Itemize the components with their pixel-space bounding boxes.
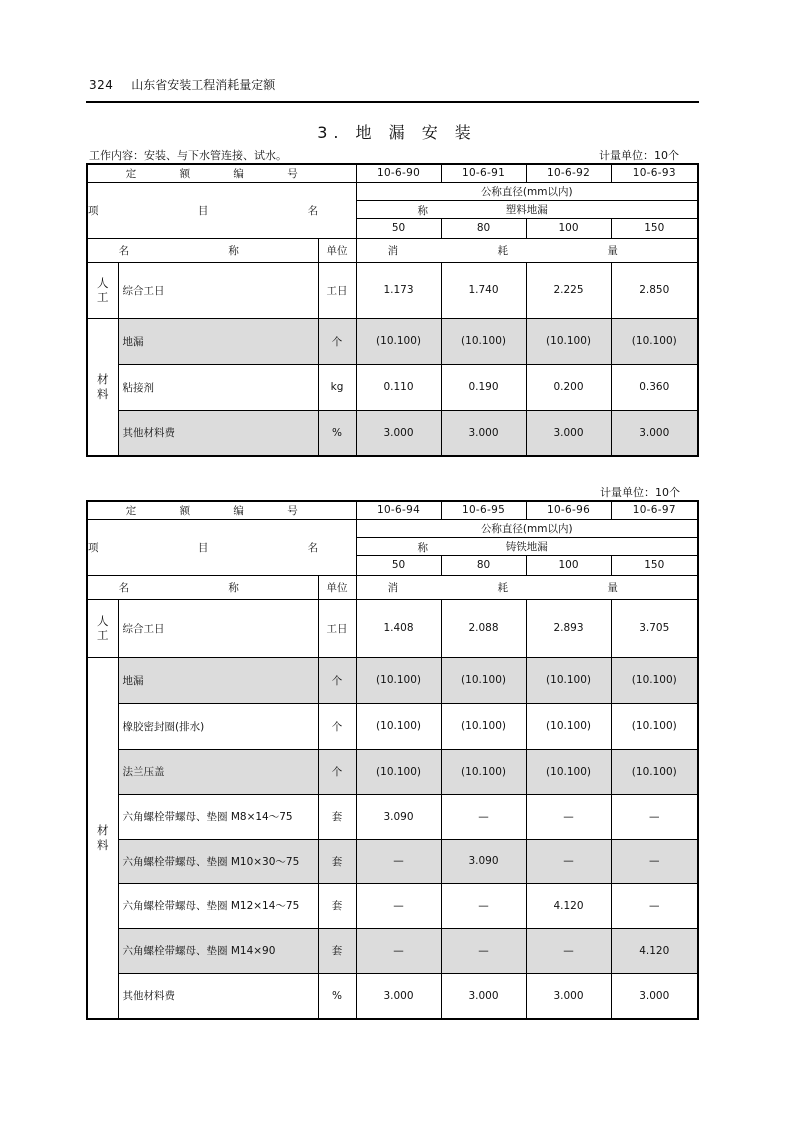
- resource-name: 六角螺栓带螺母、垫圈 M10×30～75: [118, 839, 318, 883]
- resource-unit: 工日: [318, 599, 356, 657]
- consumption-value: —: [611, 883, 698, 928]
- material-category-char: 材: [97, 823, 109, 838]
- drain-type-label: 铸铁地漏: [356, 537, 698, 555]
- resource-unit: 工日: [318, 262, 356, 318]
- consumption-value: (10.100): [356, 749, 441, 794]
- resource-unit: kg: [318, 364, 356, 410]
- resource-name: 其他材料费: [118, 410, 318, 456]
- diameter-value: 50: [356, 555, 441, 575]
- labor-category-char: 人: [97, 275, 109, 290]
- work-content: 工作内容：安装、与下水管连接、试水。: [89, 149, 287, 162]
- consumption-value: (10.100): [441, 657, 526, 703]
- consumption-value: 3.090: [441, 839, 526, 883]
- resource-name: 地漏: [118, 657, 318, 703]
- resource-unit: 套: [318, 794, 356, 839]
- column-name-header: 名 称: [87, 238, 318, 262]
- material-category-char: 料: [97, 386, 109, 401]
- section-title: 3. 地 漏 安 装: [317, 123, 477, 142]
- diameter-value: 80: [441, 555, 526, 575]
- unit-note-table2: 计量单位：10个: [600, 486, 680, 499]
- column-name-header: 名 称: [87, 575, 318, 599]
- resource-name: 地漏: [118, 318, 318, 364]
- consumption-value: —: [441, 883, 526, 928]
- consumption-value: (10.100): [356, 703, 441, 749]
- quota-table-plastic-drain: [86, 163, 699, 457]
- quota-code: 10-6-97: [611, 501, 698, 519]
- resource-unit: 个: [318, 749, 356, 794]
- resource-name: 综合工日: [118, 599, 318, 657]
- quota-code: 10-6-95: [441, 501, 526, 519]
- column-consumption-header: 消 耗 量: [356, 238, 698, 262]
- resource-name: 六角螺栓带螺母、垫圈 M12×14～75: [118, 883, 318, 928]
- consumption-value: 3.000: [526, 410, 611, 456]
- consumption-value: 3.000: [356, 410, 441, 456]
- consumption-value: —: [441, 794, 526, 839]
- consumption-value: 4.120: [611, 928, 698, 973]
- resource-unit: 套: [318, 839, 356, 883]
- labor-category: [87, 599, 118, 657]
- consumption-value: 0.190: [441, 364, 526, 410]
- column-unit-header: 单位: [318, 575, 356, 599]
- quota-code: 10-6-90: [356, 164, 441, 182]
- resource-unit: %: [318, 973, 356, 1019]
- consumption-value: (10.100): [611, 318, 698, 364]
- diameter-value: 150: [611, 218, 698, 238]
- consumption-value: (10.100): [611, 657, 698, 703]
- quota-code: 10-6-94: [356, 501, 441, 519]
- resource-name: 法兰压盖: [118, 749, 318, 794]
- resource-name: 六角螺栓带螺母、垫圈 M8×14～75: [118, 794, 318, 839]
- quota-table-castiron-drain: [86, 500, 699, 1020]
- consumption-value: (10.100): [526, 657, 611, 703]
- diameter-label: 公称直径(mm以内): [356, 182, 698, 200]
- diameter-value: 150: [611, 555, 698, 575]
- consumption-value: (10.100): [441, 749, 526, 794]
- diameter-value: 80: [441, 218, 526, 238]
- consumption-value: —: [526, 794, 611, 839]
- consumption-value: (10.100): [441, 318, 526, 364]
- quota-code: 10-6-91: [441, 164, 526, 182]
- item-name-label: 项 目 名 称: [87, 182, 356, 238]
- resource-unit: 个: [318, 318, 356, 364]
- consumption-value: 0.200: [526, 364, 611, 410]
- consumption-value: (10.100): [356, 657, 441, 703]
- consumption-value: (10.100): [441, 703, 526, 749]
- consumption-value: —: [356, 928, 441, 973]
- column-unit-header: 单位: [318, 238, 356, 262]
- consumption-value: 3.000: [356, 973, 441, 1019]
- consumption-value: —: [611, 794, 698, 839]
- consumption-value: 2.088: [441, 599, 526, 657]
- consumption-value: 1.740: [441, 262, 526, 318]
- consumption-value: 4.120: [526, 883, 611, 928]
- material-category-char: 料: [97, 837, 109, 852]
- resource-unit: 套: [318, 928, 356, 973]
- consumption-value: 1.408: [356, 599, 441, 657]
- resource-name: 橡胶密封圈(排水): [118, 703, 318, 749]
- labor-category-char: 人: [97, 613, 109, 628]
- column-consumption-header: 消 耗 量: [356, 575, 698, 599]
- resource-unit: 个: [318, 703, 356, 749]
- consumption-value: 3.000: [441, 973, 526, 1019]
- material-category: [87, 657, 118, 1019]
- resource-name: 粘接剂: [118, 364, 318, 410]
- consumption-value: 2.850: [611, 262, 698, 318]
- consumption-value: 0.360: [611, 364, 698, 410]
- consumption-value: 3.000: [526, 973, 611, 1019]
- quota-code-label: 定 额 编 号: [87, 501, 356, 519]
- consumption-value: 3.705: [611, 599, 698, 657]
- book-title: 山东省安装工程消耗量定额: [131, 78, 276, 92]
- consumption-value: (10.100): [526, 749, 611, 794]
- resource-unit: 套: [318, 883, 356, 928]
- labor-category: [87, 262, 118, 318]
- quota-code: 10-6-96: [526, 501, 611, 519]
- resource-name: 综合工日: [118, 262, 318, 318]
- quota-code-label: 定 额 编 号: [87, 164, 356, 182]
- item-name-label: 项 目 名 称: [87, 519, 356, 575]
- material-category-char: 材: [97, 372, 109, 387]
- consumption-value: 2.893: [526, 599, 611, 657]
- material-category: [87, 318, 118, 456]
- resource-unit: 个: [318, 657, 356, 703]
- unit-note-table1: 计量单位：10个: [599, 149, 679, 162]
- consumption-value: (10.100): [356, 318, 441, 364]
- labor-category-char: 工: [97, 290, 109, 304]
- resource-name: 六角螺栓带螺母、垫圈 M14×90: [118, 928, 318, 973]
- header-divider: [86, 101, 699, 103]
- consumption-value: 3.000: [611, 973, 698, 1019]
- consumption-value: (10.100): [526, 318, 611, 364]
- consumption-value: (10.100): [611, 749, 698, 794]
- resource-unit: %: [318, 410, 356, 456]
- consumption-value: —: [611, 839, 698, 883]
- diameter-label: 公称直径(mm以内): [356, 519, 698, 537]
- page-number: 324: [89, 78, 114, 92]
- drain-type-label: 塑料地漏: [356, 200, 698, 218]
- quota-code: 10-6-92: [526, 164, 611, 182]
- consumption-value: 0.110: [356, 364, 441, 410]
- consumption-value: 3.000: [611, 410, 698, 456]
- consumption-value: —: [356, 839, 441, 883]
- consumption-value: 3.090: [356, 794, 441, 839]
- labor-category-char: 工: [97, 628, 109, 642]
- consumption-value: 1.173: [356, 262, 441, 318]
- consumption-value: (10.100): [611, 703, 698, 749]
- consumption-value: 3.000: [441, 410, 526, 456]
- consumption-value: —: [526, 928, 611, 973]
- diameter-value: 100: [526, 555, 611, 575]
- page-header: [89, 76, 275, 93]
- consumption-value: (10.100): [526, 703, 611, 749]
- diameter-value: 100: [526, 218, 611, 238]
- resource-name: 其他材料费: [118, 973, 318, 1019]
- consumption-value: —: [441, 928, 526, 973]
- diameter-value: 50: [356, 218, 441, 238]
- quota-code: 10-6-93: [611, 164, 698, 182]
- consumption-value: 2.225: [526, 262, 611, 318]
- consumption-value: —: [356, 883, 441, 928]
- consumption-value: —: [526, 839, 611, 883]
